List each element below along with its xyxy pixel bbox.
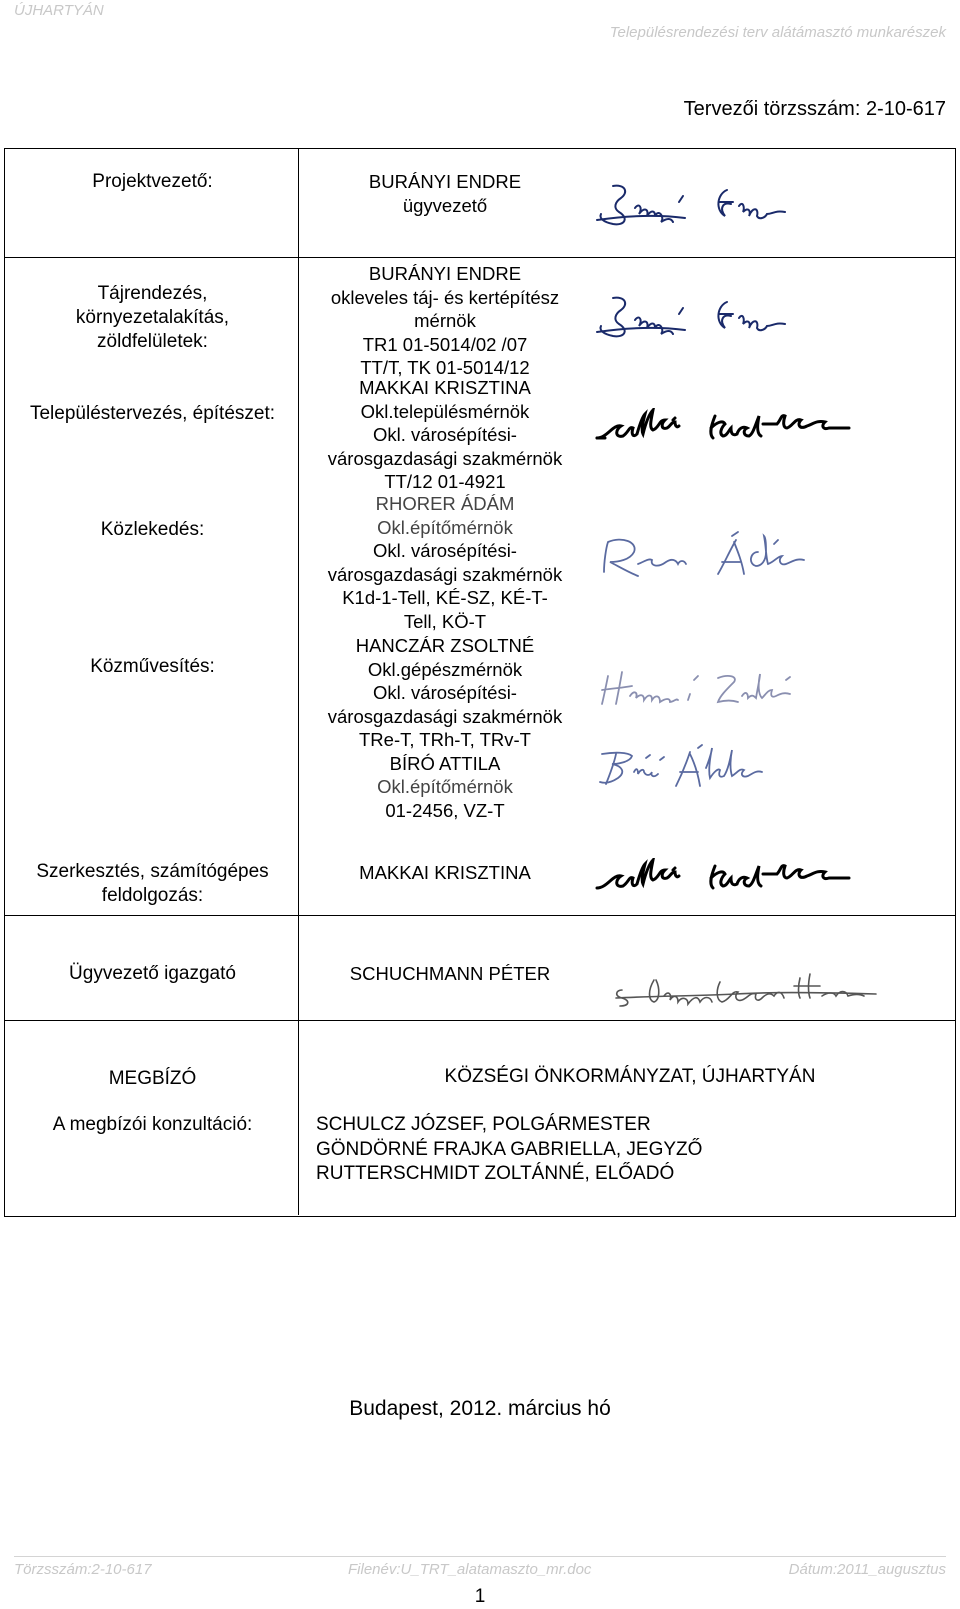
signature-schuchmann [614, 970, 884, 1010]
name-line: BURÁNYI ENDRE [368, 263, 522, 284]
name-line: Okl. városépítési- [373, 424, 517, 445]
label-line: környezetalakítás, [75, 307, 230, 328]
label-projektvezeto: Projektvezető: [92, 171, 213, 192]
label-telepulestervezes: Településtervezés, építészet: [29, 403, 276, 424]
name-line: TT/12 01-4921 [384, 471, 506, 492]
label-kozmuvesites: Közművesítés: [90, 656, 215, 677]
signature-buranyi-2 [595, 290, 815, 348]
name-line: MAKKAI KRISZTINA [359, 862, 531, 883]
name-line: városgazdasági szakmérnök [327, 447, 563, 469]
footer-right: Dátum:2011_augusztus [788, 1561, 946, 1578]
label-megbizo: MEGBÍZÓ [108, 1068, 197, 1089]
name-line: TT/T, TK 01-5014/12 [360, 357, 530, 378]
name-line: MAKKAI KRISZTINA [359, 377, 531, 398]
page-number: 1 [474, 1586, 486, 1607]
client-title: KÖZSÉGI ÖNKORMÁNYZAT, ÚJHARTYÁN [444, 1066, 816, 1087]
name-line: TRe-T, TRh-T, TRv-T [359, 729, 531, 750]
signature-makkai-2 [595, 858, 885, 898]
row-divider [5, 915, 955, 916]
kozmuvesites-names [305, 634, 585, 822]
label-tajrendezes [0, 282, 305, 354]
name-line: 01-2456, VZ-T [385, 799, 505, 821]
signature-biro [598, 744, 778, 792]
label-line: Szerkesztés, számítógépes [36, 861, 269, 882]
name-line: HANCZÁR ZSOLTNÉ [355, 635, 535, 656]
projektvezeto-names [305, 170, 585, 217]
signature-rhorer [598, 530, 838, 584]
name-line: BÍRÓ ATTILA [389, 752, 501, 774]
name-line: Okl.gépészmérnök [367, 658, 523, 680]
name-line: mérnök [414, 310, 476, 331]
label-szerkesztes [0, 860, 305, 908]
name-line: ügyvezető [402, 194, 488, 216]
signature-hanczar [600, 666, 820, 710]
row-divider [5, 1020, 955, 1021]
name-line: SCHUCHMANN PÉTER [349, 963, 551, 984]
row-divider [5, 257, 955, 258]
label-line: Tájrendezés, [97, 283, 208, 304]
place-date: Budapest, 2012. március hó [349, 1397, 611, 1420]
label-ugyvezeto: Ügyvezető igazgató [69, 963, 236, 984]
name-line: Okl.építőmérnök [377, 516, 513, 538]
label-line: feldolgozás: [101, 885, 204, 906]
kozlekedes-names [305, 492, 585, 633]
label-megbizoi-konzultacio: A megbízói konzultáció: [52, 1114, 253, 1135]
name-line: Tell, KÖ-T [403, 610, 487, 632]
name-line: Okl.településmérnök [360, 400, 530, 422]
footer-left: Törzsszám:2-10-617 [14, 1561, 152, 1578]
contact-line: GÖNDÖRNÉ FRAJKA GABRIELLA, JEGYZŐ [316, 1138, 703, 1160]
footer-center: Filenév:U_TRT_alatamaszto_mr.doc [348, 1561, 592, 1578]
name-line: BURÁNYI ENDRE [368, 171, 522, 192]
label-line: zöldfelületek: [97, 331, 208, 352]
designer-reference-number: Tervezői törzsszám: 2-10-617 [683, 98, 946, 120]
footer-divider [14, 1556, 946, 1557]
name-line: Okl. városépítési- [373, 682, 517, 703]
name-line: okleveles táj- és kertépítész [330, 286, 560, 308]
name-line: városgazdasági szakmérnök [327, 563, 563, 585]
header-left: ÚJHARTYÁN [14, 2, 104, 19]
signature-makkai-1 [595, 408, 885, 448]
header-right: Településrendezési terv alátámasztó munkarészek [609, 24, 946, 41]
client-contacts [316, 1113, 702, 1187]
contact-line: RUTTERSCHMIDT ZOLTÁNNÉ, ELŐADÓ [316, 1163, 675, 1184]
telepulestervezes-names [305, 376, 585, 494]
tajrendezes-names [305, 262, 585, 380]
name-line: TR1 01-5014/02 /07 [362, 333, 528, 355]
ugyvezeto-names [305, 962, 595, 986]
szerkesztes-names [305, 861, 585, 885]
signature-buranyi-1 [595, 178, 815, 236]
name-line: Okl. városépítési- [373, 540, 517, 561]
name-line: RHORER ÁDÁM [375, 493, 515, 514]
name-line: városgazdasági szakmérnök [327, 705, 563, 727]
contact-line: SCHULCZ JÓZSEF, POLGÁRMESTER [316, 1114, 651, 1135]
name-line: Okl.építőmérnök [377, 776, 513, 797]
label-kozlekedes: Közlekedés: [100, 519, 205, 540]
name-line: K1d-1-Tell, KÉ-SZ, KÉ-T- [342, 587, 548, 608]
